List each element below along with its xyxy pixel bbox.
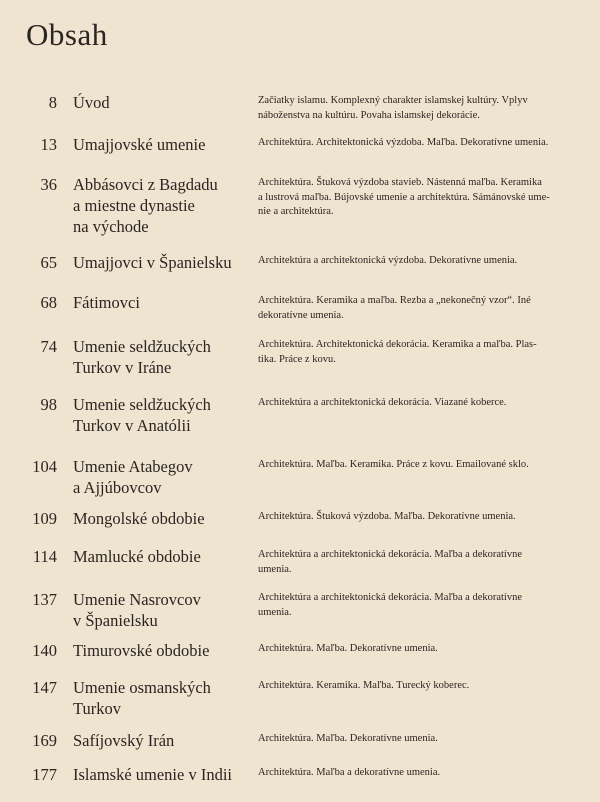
toc-heading: Mamlucké obdobie xyxy=(73,547,201,566)
toc-page-number: 8 xyxy=(48,93,57,112)
toc-page-number: 13 xyxy=(40,135,57,154)
toc-heading: Úvod xyxy=(73,93,110,112)
toc-heading: Mongolské obdobie xyxy=(73,509,205,528)
toc-page-number: 65 xyxy=(40,253,57,272)
toc-heading: Timurovské obdobie xyxy=(73,641,210,660)
toc-description: Architektúra a architektonická výzdoba. Dekoratívne umenia. xyxy=(258,255,518,266)
toc-description: Architektúra. Maľba a dekoratívne umenia. xyxy=(258,767,441,778)
toc-heading: Abbásovci z Bagdadu a miestne dynastie na východe xyxy=(73,175,218,236)
toc-page-number: 140 xyxy=(32,641,57,660)
toc-description: Architektúra. Štuková výzdoba. Maľba. Dekoratívne umenia. xyxy=(258,511,516,522)
toc-description: Architektúra. Maľba. Dekoratívne umenia. xyxy=(258,643,438,654)
toc-page-number: 137 xyxy=(32,590,57,609)
toc-page-number: 169 xyxy=(32,731,57,750)
toc-page-number: 74 xyxy=(40,337,57,356)
toc-page-number: 98 xyxy=(40,395,57,414)
toc-description: Architektúra a architektonická dekorácia. Maľba a dekoratívne umenia. xyxy=(258,592,523,618)
toc-description: Architektúra. Maľba. Dekoratívne umenia. xyxy=(258,733,438,744)
toc-heading: Fátimovci xyxy=(73,293,140,312)
toc-page-number: 147 xyxy=(32,678,57,697)
toc-description: Architektúra a architektonická dekorácia. Viazané koberce. xyxy=(258,397,507,408)
toc-heading: Umajjovské umenie xyxy=(73,135,206,154)
toc-heading: Umenie Nasrovcov v Španielsku xyxy=(73,590,201,630)
toc-heading: Safíjovský Irán xyxy=(73,731,175,750)
toc-description: Architektúra a architektonická dekorácia. Maľba a dekoratívne umenia. xyxy=(258,549,523,575)
toc-description: Architektúra. Architektonická dekorácia. Keramika a maľba. Plas- tika. Práce z kovu. xyxy=(258,339,537,365)
toc-page-number: 114 xyxy=(32,547,57,566)
toc-page-number: 104 xyxy=(32,457,57,476)
toc-heading: Umenie Atabegov a Ajjúbovcov xyxy=(73,457,193,497)
toc-description: Architektúra. Keramika a maľba. Rezba a „nekonečný vzor“. Iné dekoratívne umenia. xyxy=(258,295,531,321)
page-title: Obsah xyxy=(26,17,108,52)
toc-description: Architektúra. Maľba. Keramika. Práce z kovu. Emailované sklo. xyxy=(258,459,529,470)
toc-page-number: 177 xyxy=(32,765,57,784)
toc-heading: Umenie seldžuckých Turkov v Iráne xyxy=(73,337,211,377)
toc-page-number: 109 xyxy=(32,509,57,528)
toc-heading: Umenie seldžuckých Turkov v Anatólii xyxy=(73,395,211,435)
toc-description: Architektúra. Architektonická výzdoba. Maľba. Dekoratívne umenia. xyxy=(258,137,549,148)
toc-heading: Umenie osmanských Turkov xyxy=(73,678,211,718)
toc-heading: Umajjovci v Španielsku xyxy=(73,253,232,272)
toc-page-number: 68 xyxy=(40,293,57,312)
toc-description: Architektúra. Keramika. Maľba. Turecký koberec. xyxy=(258,680,470,691)
toc-description: Začiatky islamu. Komplexný charakter islamskej kultúry. Vplyv náboženstva na kultúru. Povaha islamskej dekorácie. xyxy=(258,95,528,121)
toc-page-number: 36 xyxy=(40,175,57,194)
toc-heading: Islamské umenie v Indii xyxy=(73,765,233,784)
toc-description: Architektúra. Štuková výzdoba stavieb. Nástenná maľba. Keramika a lustrová maľba. Bújovské umenie a architektúra. Sámánovské ume- nie a architektúra. xyxy=(258,177,550,217)
